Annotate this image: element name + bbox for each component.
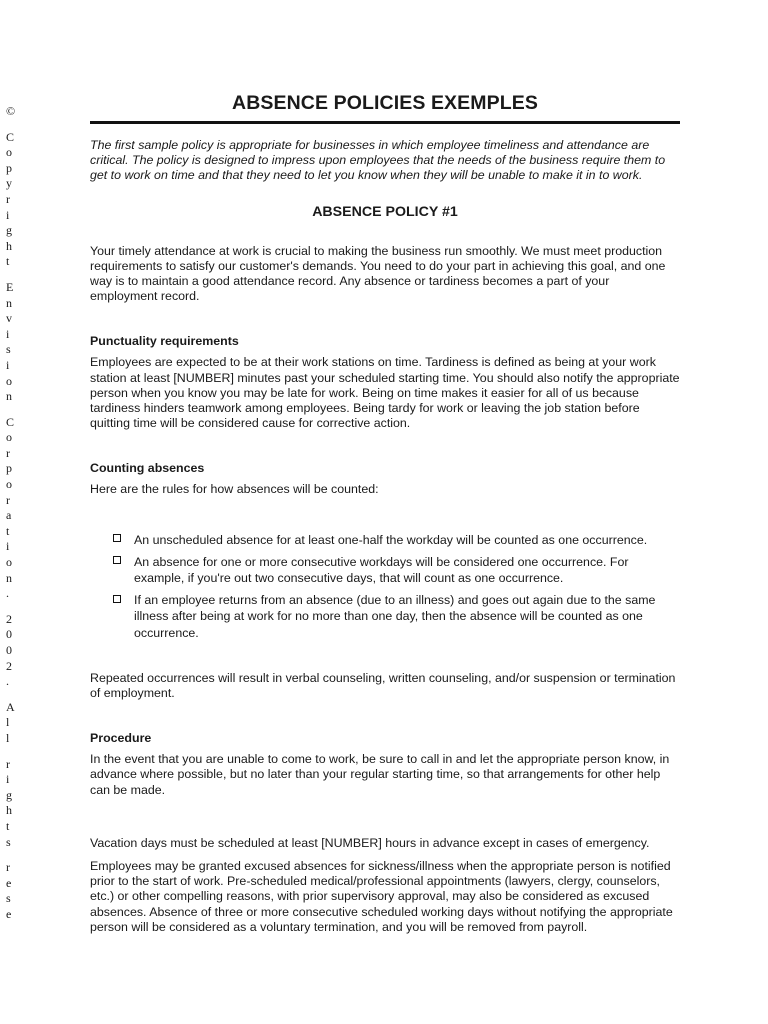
rule-text: If an employee returns from an absence (due to an illness) and goes out again due to the same illness after being at work for no more than one day, then the absence will be counted as one occurrence.	[134, 593, 656, 640]
copyright-char: p	[6, 160, 12, 175]
procedure-paragraph: In the event that you are unable to come to work, be sure to call in and let the appropriate person know, in advance where possible, but no later than your regular starting time, so that arrangements for other help can be made.	[90, 752, 670, 797]
vacation-paragraph: Vacation days must be scheduled at least [NUMBER] hours in advance except in cases of emergency.	[90, 835, 650, 850]
copyright-gap	[6, 602, 20, 612]
copyright-char: t	[6, 523, 10, 538]
copyright-char: o	[6, 430, 12, 445]
counting-heading: Counting absences	[90, 461, 205, 476]
copyright-char: s	[6, 891, 11, 906]
checkbox-bullet-icon	[113, 534, 121, 542]
rule-text: An unscheduled absence for at least one-half the workday will be counted as one occurrence.	[134, 532, 648, 547]
copyright-char: 2	[6, 611, 12, 626]
copyright-char: p	[6, 461, 12, 476]
list-item	[112, 532, 682, 548]
procedure-heading: Procedure	[90, 731, 152, 746]
rule-text: An absence for one or more consecutive workdays will be considered one occurrence. For example, if you're out two consecutive days, that will count as one occurrence.	[134, 554, 629, 586]
copyright-char: n	[6, 295, 12, 310]
copyright-char: s	[6, 342, 11, 357]
copyright-char: o	[6, 145, 12, 160]
vertical-copyright-notice	[6, 104, 20, 923]
document-title: ABSENCE POLICIES EXEMPLES	[90, 92, 680, 124]
copyright-char: s	[6, 834, 11, 849]
copyright-char: E	[6, 279, 14, 294]
copyright-char: r	[6, 756, 10, 771]
repeated-occurrences-paragraph: Repeated occurrences will result in verbal counseling, written counseling, and/or suspension or termination of employment.	[90, 670, 676, 701]
copyright-char: a	[6, 508, 12, 523]
counting-intro: Here are the rules for how absences will be counted:	[90, 482, 379, 497]
copyright-char: 0	[6, 643, 12, 657]
copyright-char: 2	[6, 658, 12, 673]
copyright-char: i	[6, 772, 10, 787]
copyright-char: r	[6, 445, 10, 460]
copyright-char: e	[6, 875, 12, 890]
punctuality-paragraph: Employees are expected to be at their work stations on time. Tardiness is defined as being at your work station at least [NUMBER] minutes past your scheduled starting time. You should also notify the appropriate person when you know you may be late for work. Being on time makes it easier for all of us because tardiness hinders teamwork among employees. Being tardy for work or leaving the job station before quitting time will be considered cause for corrective action.	[90, 355, 680, 431]
checkbox-bullet-icon	[113, 556, 121, 564]
copyright-char: 0	[6, 627, 12, 642]
copyright-char: h	[6, 238, 12, 253]
copyright-gap	[6, 747, 20, 757]
copyright-char: r	[6, 860, 10, 875]
copyright-gap	[6, 405, 20, 415]
copyright-char: n	[6, 389, 12, 404]
excused-absences-paragraph: Employees may be granted excused absences for sickness/illness when the appropriate person is notified prior to the start of work. Pre-scheduled medical/professional appointments (lawyers, clergy, counselors, etc.) or other compelling reasons, with prior supervisory approval, may also be considered as excused absences. Absence of three or more consecutive scheduled working days without notifying the appropriate person will be considered as a voluntary termination, and you will be removed from payroll.	[90, 859, 673, 934]
copyright-char: h	[6, 803, 12, 818]
copyright-char: l	[6, 730, 10, 745]
copyright-char: .	[6, 674, 9, 689]
lead-paragraph: Your timely attendance at work is crucial to making the business run smoothly. We must meet production requirements to satisfy our customer's demands. You need to do your part in achieving this goal, and one way is to maintain a good attendance record. Any absence or tardiness becomes a part of your employment record.	[90, 243, 666, 304]
copyright-char: n	[6, 570, 12, 585]
copyright-char: e	[6, 906, 12, 921]
document-page	[90, 92, 680, 935]
copyright-char: v	[6, 311, 12, 326]
copyright-char: ©	[6, 104, 16, 118]
copyright-char: y	[6, 176, 12, 191]
copyright-char: t	[6, 254, 10, 269]
list-item	[112, 554, 682, 586]
copyright-gap	[6, 850, 20, 860]
copyright-gap	[6, 120, 20, 130]
copyright-char: i	[6, 326, 10, 341]
copyright-char: t	[6, 818, 10, 833]
copyright-char: C	[6, 414, 15, 429]
copyright-char: i	[6, 357, 10, 372]
punctuality-heading: Punctuality requirements	[90, 334, 239, 349]
copyright-char: g	[6, 223, 12, 238]
list-item	[112, 592, 682, 641]
copyright-char: .	[6, 586, 9, 601]
copyright-char: C	[6, 129, 15, 144]
copyright-char: r	[6, 191, 10, 206]
counting-rules-list	[90, 532, 680, 641]
copyright-char: o	[6, 373, 12, 388]
intro-paragraph: The first sample policy is appropriate for businesses in which employee timeliness and attendance are critical. The policy is designed to impress upon employees that the needs of the business require them to get to work on time and that they need to let you know when they will be unable to make it in to work.	[90, 138, 666, 183]
copyright-char: g	[6, 787, 12, 802]
copyright-char: l	[6, 715, 10, 730]
copyright-char: o	[6, 477, 12, 492]
copyright-char: r	[6, 492, 10, 507]
copyright-char: i	[6, 207, 10, 222]
copyright-char: i	[6, 539, 10, 554]
copyright-char: o	[6, 555, 12, 570]
copyright-char: A	[6, 699, 15, 714]
checkbox-bullet-icon	[113, 595, 121, 603]
copyright-gap	[6, 270, 20, 280]
copyright-gap	[6, 690, 20, 700]
policy-title: ABSENCE POLICY #1	[312, 203, 458, 220]
